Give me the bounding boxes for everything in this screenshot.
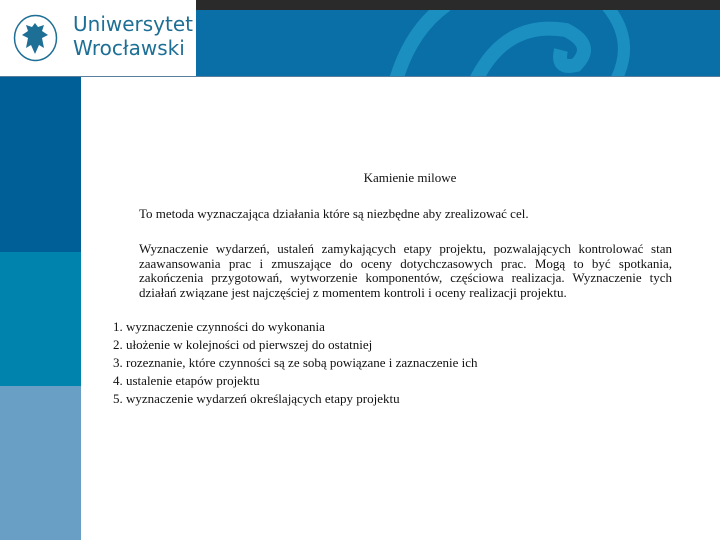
header-divider [0, 76, 720, 77]
university-name [73, 12, 193, 60]
sidebar-block-mid [0, 252, 81, 386]
university-seal-icon [13, 14, 58, 62]
list-item: 3. rozeznanie, które czynności są ze sobą powiązane i zaznaczenie ich [113, 355, 478, 370]
header-banner [196, 10, 720, 76]
list-item: 5. wyznaczenie wydarzeń określających etapy projektu [113, 391, 400, 406]
description-paragraph: Wyznaczenie wydarzeń, ustaleń zamykających etapy projektu, pozwalających kontrolować stan zaawansowania prac i zmuszające do oceny dotychczasowych prac. Mogą to być spotkania, zakończenia przygotowań, wytworzenie komponentów, częściowa realizacja. Wyznaczenie tych działań związane jest najczęściej z momentem kontroli i oceny realizacji projektu. [139, 241, 672, 300]
university-name-line2: Wrocławski [73, 36, 185, 60]
slide-title: Kamienie milowe [363, 170, 457, 185]
list-item: 1. wyznaczenie czynności do wykonania [113, 319, 325, 334]
steps-list [113, 318, 478, 408]
top-dark-bar [196, 0, 720, 10]
list-item: 2. ułożenie w kolejności od pierwszej do ostatniej [113, 337, 373, 352]
university-logo [0, 0, 196, 76]
university-name-line1: Uniwersytet [73, 12, 193, 36]
sidebar-block-light [0, 386, 81, 540]
list-item: 4. ustalenie etapów projektu [113, 373, 260, 388]
intro-text: To metoda wyznaczająca działania które są niezbędne aby zrealizować cel. [139, 206, 529, 221]
sidebar-block-dark [0, 77, 81, 252]
banner-swirl-decoration [196, 10, 720, 76]
